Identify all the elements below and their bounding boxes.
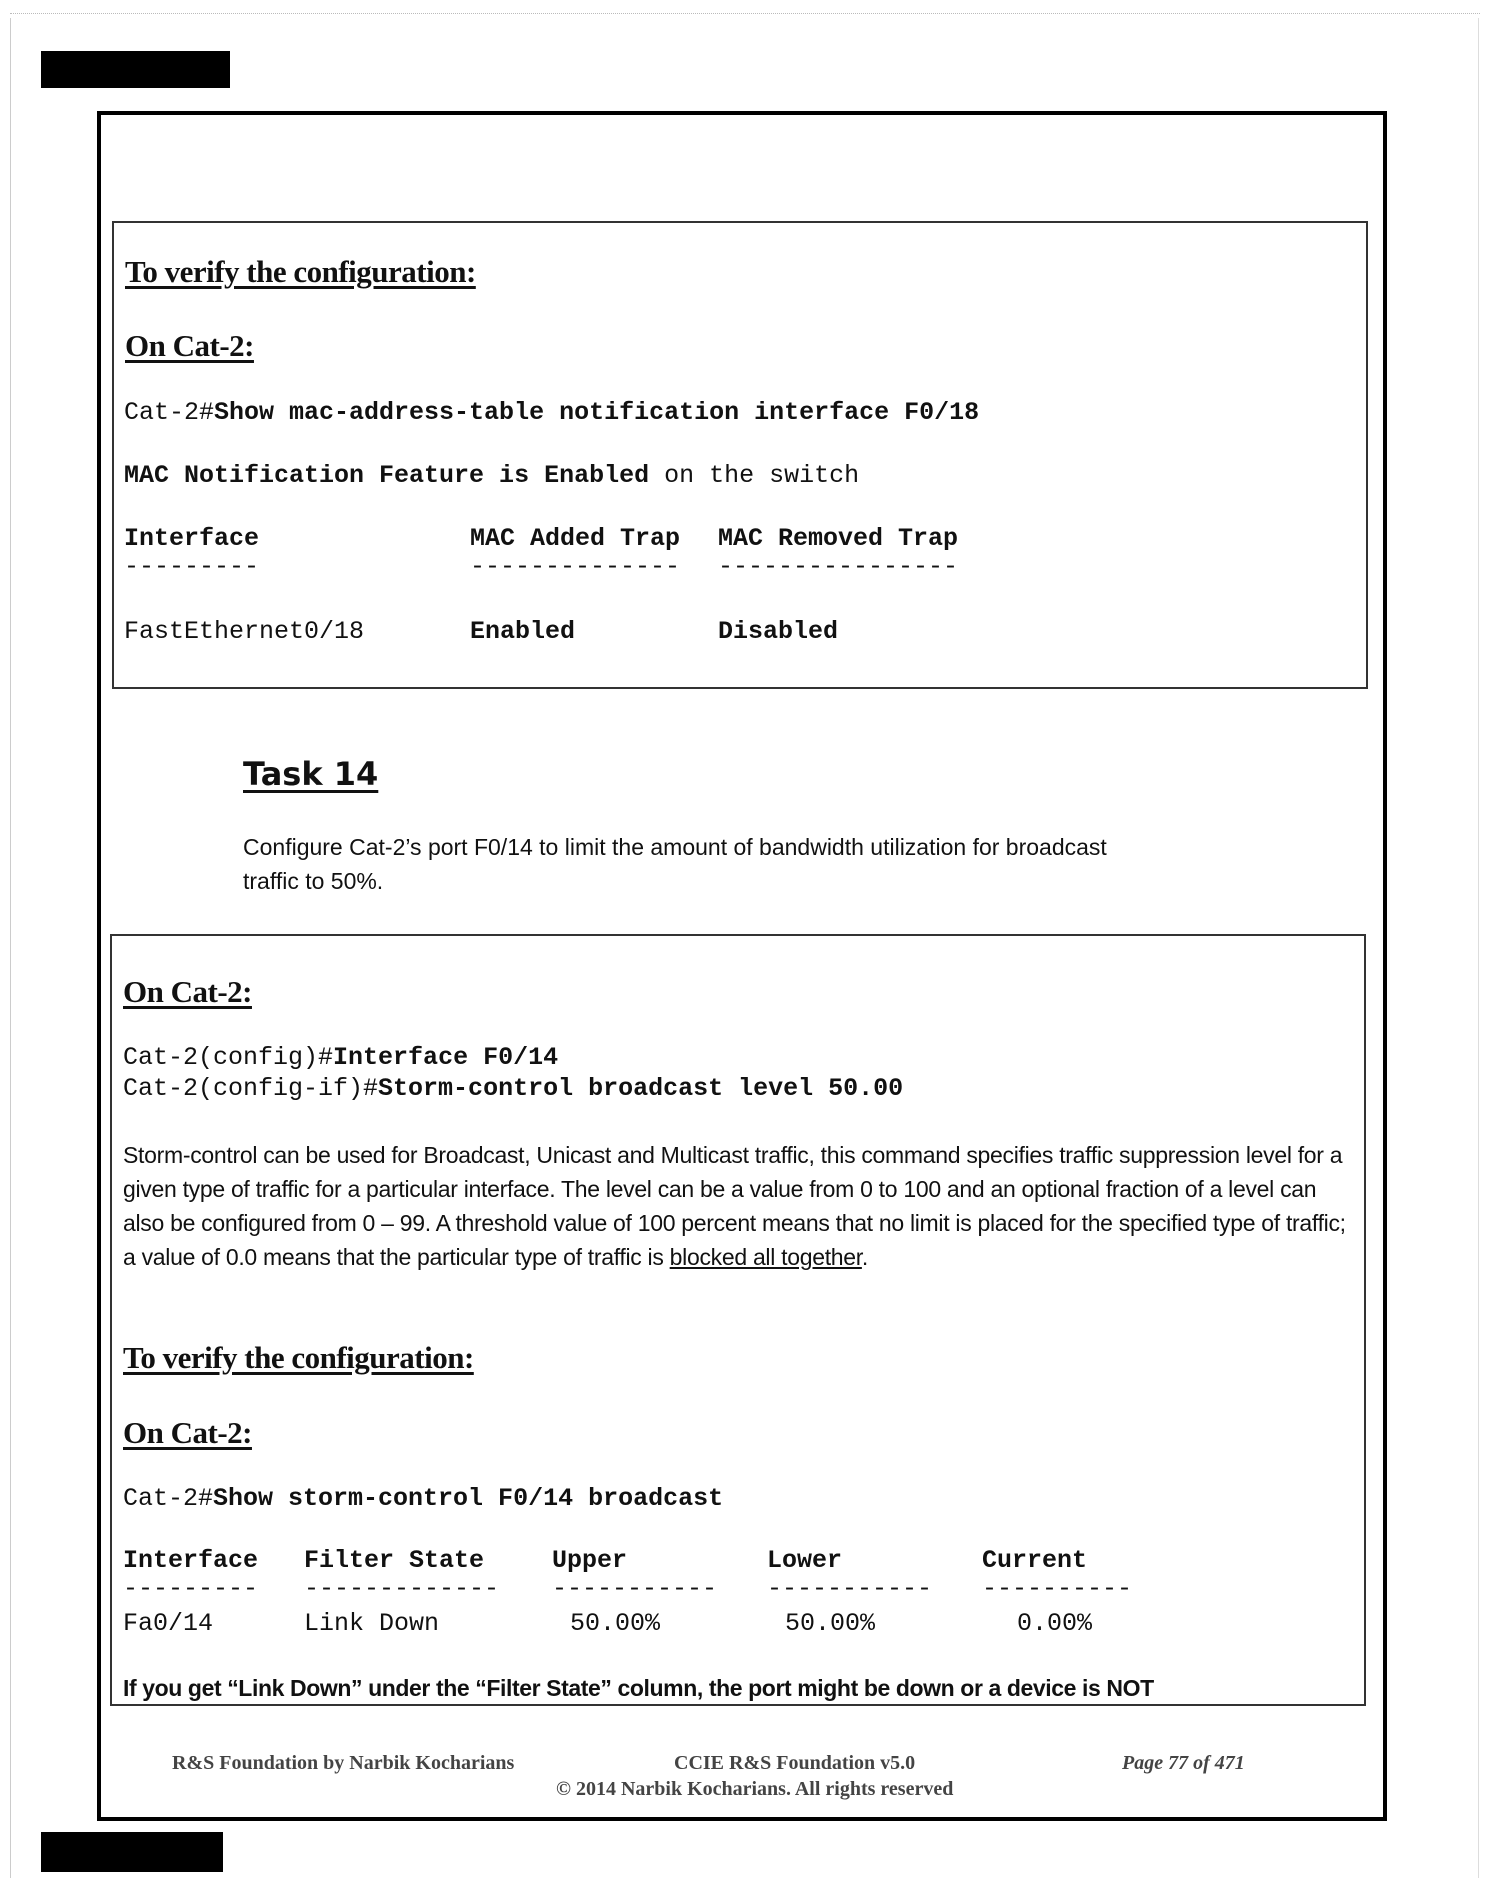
config-prompt: Cat-2(config)# bbox=[123, 1043, 334, 1072]
config-command: Storm-control broadcast level 50.00 bbox=[378, 1074, 904, 1103]
table-header-interface: Interface bbox=[123, 1546, 259, 1575]
status-line-rest: on the switch bbox=[649, 461, 860, 490]
device-heading: On Cat-2: bbox=[125, 328, 254, 363]
table-cell-interface: Fa0/14 bbox=[123, 1609, 214, 1638]
table-cell-current: 0.00% bbox=[1017, 1609, 1093, 1638]
footer-left: R&S Foundation by Narbik Kocharians bbox=[172, 1752, 515, 1774]
explanation-end: . bbox=[861, 1244, 868, 1270]
device-heading: On Cat-2: bbox=[123, 974, 252, 1009]
table-cell-mac-added: Enabled bbox=[470, 617, 576, 646]
show-prompt: Cat-2# bbox=[123, 1484, 214, 1513]
table-header-upper: Upper bbox=[552, 1546, 628, 1575]
verify-heading: To verify the configuration: bbox=[125, 254, 476, 289]
table-header-interface: Interface bbox=[124, 524, 260, 553]
config-line-2 bbox=[123, 1074, 903, 1103]
footer-page-number: Page 77 of 471 bbox=[1122, 1752, 1245, 1774]
scan-edge-left bbox=[10, 18, 11, 1878]
task-description-line2: traffic to 50%. bbox=[243, 868, 384, 894]
table-header-mac-removed: MAC Removed Trap bbox=[718, 524, 959, 553]
table-cell-lower: 50.00% bbox=[785, 1609, 876, 1638]
table-header-lower: Lower bbox=[767, 1546, 843, 1575]
table-cell-upper: 50.00% bbox=[570, 1609, 661, 1638]
status-line bbox=[124, 461, 859, 490]
explanation-text: Storm-control can be used for Broadcast, Unicast and Multicast traffic, this command specifies traffic suppression level for a given type of traffic for a particular interface. The level can be a value from 0 to 100 and an optional fraction of a level can also be configured from 0 – 99. A threshold value of 100 percent means that no limit is placed for the specified type of traffic; a value of 0.0 means that the particular type of traffic is bbox=[123, 1142, 1346, 1270]
redaction-block-top bbox=[41, 51, 230, 88]
link-down-note: If you get “Link Down” under the “Filter State” column, the port might be down or a device is NOT bbox=[123, 1675, 1154, 1701]
device-heading: On Cat-2: bbox=[123, 1415, 252, 1450]
table-separator: ----------- bbox=[767, 1574, 933, 1603]
table-separator: ---------------- bbox=[718, 552, 959, 581]
show-command: Show storm-control F0/14 broadcast bbox=[213, 1484, 724, 1513]
command-line bbox=[124, 398, 979, 427]
footer-copyright: © 2014 Narbik Kocharians. All rights reserved bbox=[556, 1778, 954, 1800]
table-cell-interface: FastEthernet0/18 bbox=[124, 617, 365, 646]
table-separator: -------------- bbox=[470, 552, 681, 581]
explanation-underlined: blocked all together bbox=[669, 1244, 862, 1270]
verify-heading: To verify the configuration: bbox=[123, 1340, 474, 1375]
task-title: Task 14 bbox=[243, 755, 379, 793]
table-separator: ---------- bbox=[982, 1574, 1133, 1603]
show-command-line bbox=[123, 1484, 723, 1513]
table-header-current: Current bbox=[982, 1546, 1088, 1575]
config-command: Interface F0/14 bbox=[333, 1043, 559, 1072]
scan-edge-right bbox=[1478, 18, 1479, 1878]
command-text: Show mac-address-table notification interface F0/18 bbox=[214, 398, 980, 427]
table-separator: --------- bbox=[124, 552, 260, 581]
table-separator: ----------- bbox=[552, 1574, 718, 1603]
scan-edge-top bbox=[10, 13, 1480, 14]
status-line-bold: MAC Notification Feature is Enabled bbox=[124, 461, 650, 490]
footer-center: CCIE R&S Foundation v5.0 bbox=[674, 1752, 916, 1774]
redaction-block-bottom bbox=[41, 1832, 223, 1872]
table-header-mac-added: MAC Added Trap bbox=[470, 524, 681, 553]
task-description-line1: Configure Cat-2’s port F0/14 to limit the amount of bandwidth utilization for broadcast bbox=[243, 834, 1107, 860]
table-separator: --------- bbox=[123, 1574, 259, 1603]
config-line-1 bbox=[123, 1043, 558, 1072]
config-prompt: Cat-2(config-if)# bbox=[123, 1074, 379, 1103]
command-prompt: Cat-2# bbox=[124, 398, 215, 427]
explanation-paragraph bbox=[123, 1138, 1353, 1274]
table-cell-filter-state: Link Down bbox=[304, 1609, 440, 1638]
table-cell-mac-removed: Disabled bbox=[718, 617, 839, 646]
table-separator: ------------- bbox=[304, 1574, 500, 1603]
table-header-filter-state: Filter State bbox=[304, 1546, 485, 1575]
